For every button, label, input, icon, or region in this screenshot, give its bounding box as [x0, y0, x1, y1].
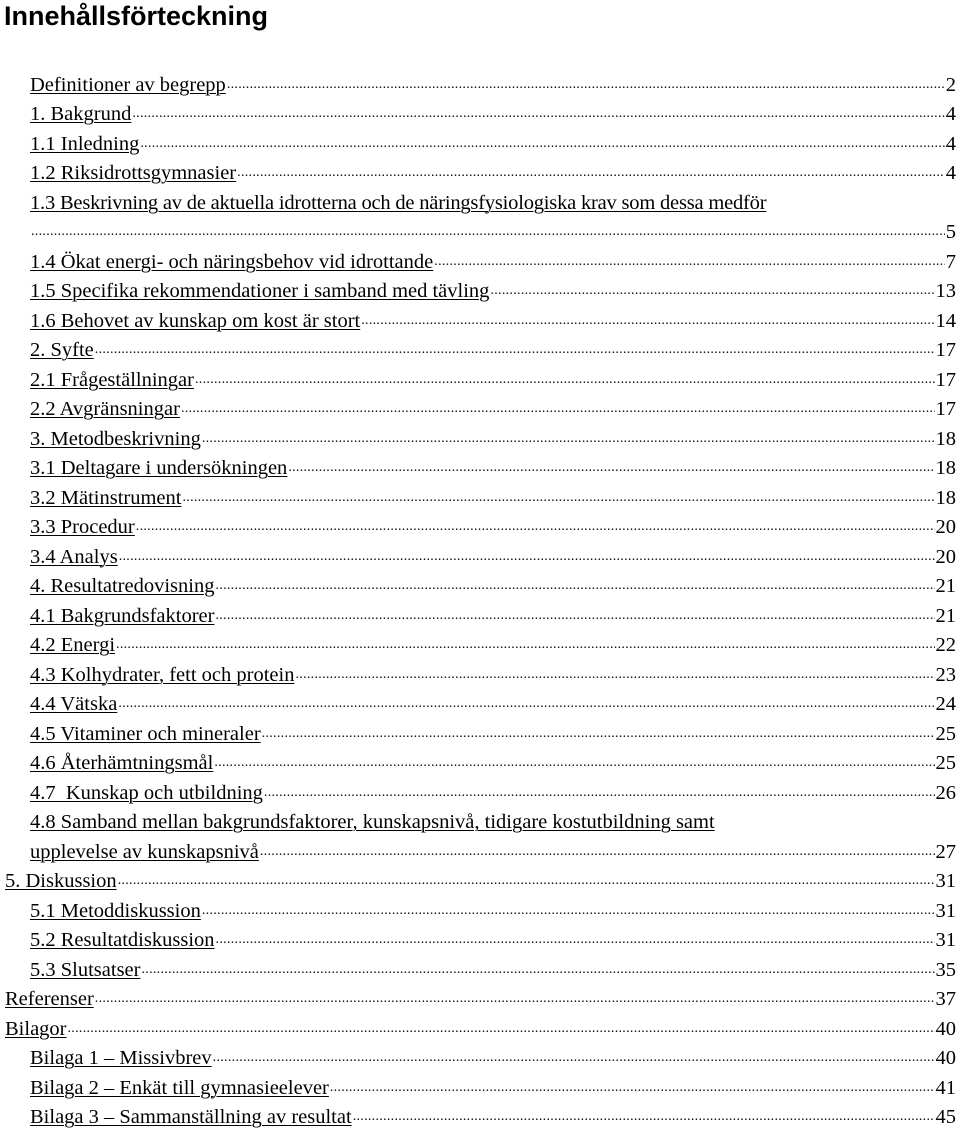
toc-page-number: 40 — [935, 1047, 956, 1069]
toc-entry-link[interactable]: Referenser — [5, 988, 94, 1010]
toc-leader-dots — [361, 314, 934, 328]
toc-entry-3-1[interactable] — [0, 451, 960, 481]
toc-leader-dots — [490, 284, 934, 298]
toc-page-number: 21 — [935, 604, 956, 627]
toc-leader-dots — [141, 963, 934, 977]
toc-entry-link[interactable]: 4.7 Kunskap och utbildning — [30, 781, 263, 804]
toc-leader-dots — [116, 638, 934, 652]
toc-page-number: 25 — [935, 722, 956, 745]
toc-entry-link[interactable]: Bilaga 1 – Missivbrev — [30, 1047, 212, 1069]
toc-page-number: 17 — [935, 339, 956, 361]
toc-leader-dots — [260, 845, 935, 859]
toc-entry-link[interactable]: 4.1 Bakgrundsfaktorer — [30, 604, 215, 627]
toc-page-number: 2 — [945, 73, 956, 96]
toc-entry-3-4[interactable] — [0, 539, 960, 569]
toc-entry-link[interactable]: 5.1 Metoddiskussion — [30, 899, 201, 922]
toc-leader-dots — [264, 786, 935, 800]
toc-entry-link[interactable]: 3.4 Analys — [30, 545, 118, 568]
toc-page-number: 31 — [935, 929, 956, 951]
toc-entry-bilaga-1[interactable] — [0, 1041, 960, 1071]
toc-leader-dots — [214, 756, 934, 770]
toc-entry-link[interactable]: 1.2 Riksidrottsgymnasier — [30, 162, 237, 184]
toc-entry-1-5[interactable] — [0, 274, 960, 304]
toc-page-number: 21 — [935, 575, 956, 597]
toc-leader-dots — [95, 992, 935, 1006]
toc-entry-3-3[interactable] — [0, 510, 960, 540]
toc-entry-link[interactable]: 1. Bakgrund — [30, 103, 132, 125]
toc-leader-dots — [330, 1081, 935, 1095]
toc-entry-bilaga-3[interactable] — [0, 1100, 960, 1130]
toc-leader-dots — [215, 579, 934, 593]
toc-leader-dots — [202, 432, 935, 446]
toc-leader-dots — [140, 137, 944, 151]
toc-entry-3[interactable] — [0, 421, 960, 451]
toc-page-number: 40 — [935, 1017, 956, 1040]
toc-leader-dots — [136, 520, 935, 534]
toc-page-number: 5 — [945, 221, 956, 243]
toc-leader-dots — [181, 402, 935, 416]
toc-entry-link[interactable]: 3.1 Deltagare i undersökningen — [30, 457, 288, 479]
toc-entry-link[interactable]: Bilaga 2 – Enkät till gymnasieelever — [30, 1076, 329, 1099]
toc-page-number: 18 — [935, 457, 956, 479]
toc-entry-link[interactable]: Bilagor — [5, 1017, 67, 1040]
toc-page-number: 13 — [935, 280, 956, 302]
toc-entry-1[interactable] — [0, 97, 960, 127]
toc-entry-4-8[interactable] — [0, 805, 960, 835]
toc-page-number: 17 — [935, 398, 956, 420]
toc-page-number: 18 — [935, 427, 956, 450]
toc-entry-link[interactable]: 4. Resultatredovisning — [30, 575, 215, 597]
toc-page-number: 27 — [935, 840, 956, 863]
toc-page-number: 20 — [935, 545, 956, 568]
toc-entry-link[interactable]: 3.2 Mätinstrument — [30, 486, 182, 509]
toc-leader-dots — [195, 373, 935, 387]
toc-entry-3-2[interactable] — [0, 480, 960, 510]
toc-entry-link[interactable]: 1.5 Specifika rekommendationer i samband med tävling — [30, 280, 490, 302]
toc-page-number: 14 — [935, 309, 956, 332]
toc-entry-link[interactable]: 1.3 Beskrivning av de aktuella idrotterna och de näringsfysiologiska krav som dessa medför — [30, 191, 767, 214]
toc-page-number: 31 — [935, 870, 956, 892]
toc-entry-1-6[interactable] — [0, 303, 960, 333]
toc-page-number: 18 — [935, 486, 956, 509]
toc-entry-referenser[interactable] — [0, 982, 960, 1012]
toc-entry-1-3-continued[interactable] — [0, 215, 960, 245]
toc-leader-dots — [202, 904, 935, 918]
toc-entry-link[interactable]: 1.4 Ökat energi- och näringsbehov vid idrottande — [30, 250, 434, 273]
toc-leader-dots — [227, 78, 945, 92]
toc-page-number: 26 — [935, 781, 956, 804]
toc-entry-5-1[interactable] — [0, 893, 960, 923]
toc-entry-5[interactable] — [0, 864, 960, 894]
toc-leader-dots — [215, 609, 934, 623]
toc-page-number: 23 — [935, 663, 956, 686]
toc-page-number: 20 — [935, 516, 956, 538]
toc-entry-1-1[interactable] — [0, 126, 960, 156]
toc-entry-link[interactable]: 3. Metodbeskrivning — [30, 427, 201, 450]
toc-leader-dots — [237, 166, 945, 180]
toc-entry-4-3[interactable] — [0, 657, 960, 687]
toc-entry-4[interactable] — [0, 569, 960, 599]
toc-entry-4-8-continued[interactable] — [0, 834, 960, 864]
toc-entry-link[interactable]: 4.8 Samband mellan bakgrundsfaktorer, kunskapsnivå, tidigare kostutbildning samt — [30, 811, 715, 833]
toc-entry-link[interactable]: 5.2 Resultatdiskussion — [30, 929, 215, 951]
toc-leader-dots — [68, 1022, 935, 1036]
toc-entry-link[interactable]: 4.3 Kolhydrater, fett och protein — [30, 663, 295, 686]
toc-leader-dots — [353, 1110, 935, 1124]
toc-entry-4-4[interactable] — [0, 687, 960, 717]
toc-entry-link[interactable]: 5.3 Slutsatser — [30, 958, 141, 981]
toc-leader-dots — [213, 1051, 935, 1065]
toc-entry-4-5[interactable] — [0, 716, 960, 746]
toc-entry-link[interactable]: Definitioner av begrepp — [30, 73, 226, 96]
toc-entry-link[interactable]: 1.1 Inledning — [30, 132, 140, 155]
toc-leader-dots — [434, 255, 944, 269]
toc-page-number: 4 — [945, 162, 956, 184]
toc-entry-link[interactable]: 4.4 Vätska — [30, 693, 118, 715]
toc-entry-link[interactable]: 2. Syfte — [30, 339, 94, 361]
toc-entry-link[interactable]: 2.1 Frågeställningar — [30, 368, 194, 391]
toc-leader-dots — [132, 107, 944, 121]
toc-entry-5-2[interactable] — [0, 923, 960, 953]
toc-entry-bilaga-2[interactable] — [0, 1070, 960, 1100]
toc-entry-link[interactable]: upplevelse av kunskapsnivå — [30, 840, 259, 863]
toc-entry-link[interactable]: 2.2 Avgränsningar — [30, 398, 180, 420]
toc-leader-dots — [216, 933, 935, 947]
toc-entry-2-1[interactable] — [0, 362, 960, 392]
toc-page-number: 45 — [935, 1106, 956, 1128]
table-of-contents — [0, 67, 960, 1129]
toc-page-number: 7 — [945, 250, 956, 273]
toc-entry-link[interactable]: 4.5 Vitaminer och mineraler — [30, 722, 261, 745]
toc-entry-4-6[interactable] — [0, 746, 960, 776]
toc-entry-link[interactable]: 4.2 Energi — [30, 634, 116, 656]
toc-leader-dots — [182, 491, 934, 505]
toc-leader-dots — [31, 225, 945, 239]
toc-page-number: 24 — [935, 693, 956, 715]
toc-leader-dots — [118, 874, 935, 888]
page-title: Innehållsförteckning — [4, 1, 269, 31]
toc-entry-2[interactable] — [0, 333, 960, 363]
toc-entry-5-3[interactable] — [0, 952, 960, 982]
toc-entry-bilagor[interactable] — [0, 1011, 960, 1041]
toc-leader-dots — [118, 697, 934, 711]
toc-page-number: 17 — [935, 368, 956, 391]
toc-page-number: 35 — [935, 958, 956, 981]
toc-entry-1-3[interactable] — [0, 185, 960, 215]
toc-leader-dots — [288, 461, 934, 475]
toc-entry-link[interactable]: 5. Diskussion — [5, 870, 117, 892]
toc-entry-definitioner[interactable] — [0, 67, 960, 97]
toc-entry-1-4[interactable] — [0, 244, 960, 274]
toc-entry-2-2[interactable] — [0, 392, 960, 422]
toc-entry-link[interactable]: 1.6 Behovet av kunskap om kost är stort — [30, 309, 361, 332]
toc-page-number: 22 — [935, 634, 956, 656]
toc-leader-dots — [95, 343, 935, 357]
toc-page-number: 4 — [945, 132, 956, 155]
toc-leader-dots — [119, 550, 935, 564]
toc-page-number: 4 — [945, 103, 956, 125]
toc-page-number: 37 — [935, 988, 956, 1010]
toc-entry-4-1[interactable] — [0, 598, 960, 628]
toc-entry-4-7[interactable] — [0, 775, 960, 805]
toc-leader-dots — [295, 668, 934, 682]
toc-leader-dots — [262, 727, 935, 741]
toc-page-number: 31 — [935, 899, 956, 922]
toc-page-number: 25 — [935, 752, 956, 774]
toc-entry-link[interactable]: 3.3 Procedur — [30, 516, 135, 538]
toc-entry-1-2[interactable] — [0, 156, 960, 186]
toc-entry-link[interactable]: Bilaga 3 – Sammanställning av resultat — [30, 1106, 352, 1128]
toc-page-number: 41 — [935, 1076, 956, 1099]
toc-entry-link[interactable]: 4.6 Återhämtningsmål — [30, 752, 214, 774]
toc-entry-4-2[interactable] — [0, 628, 960, 658]
